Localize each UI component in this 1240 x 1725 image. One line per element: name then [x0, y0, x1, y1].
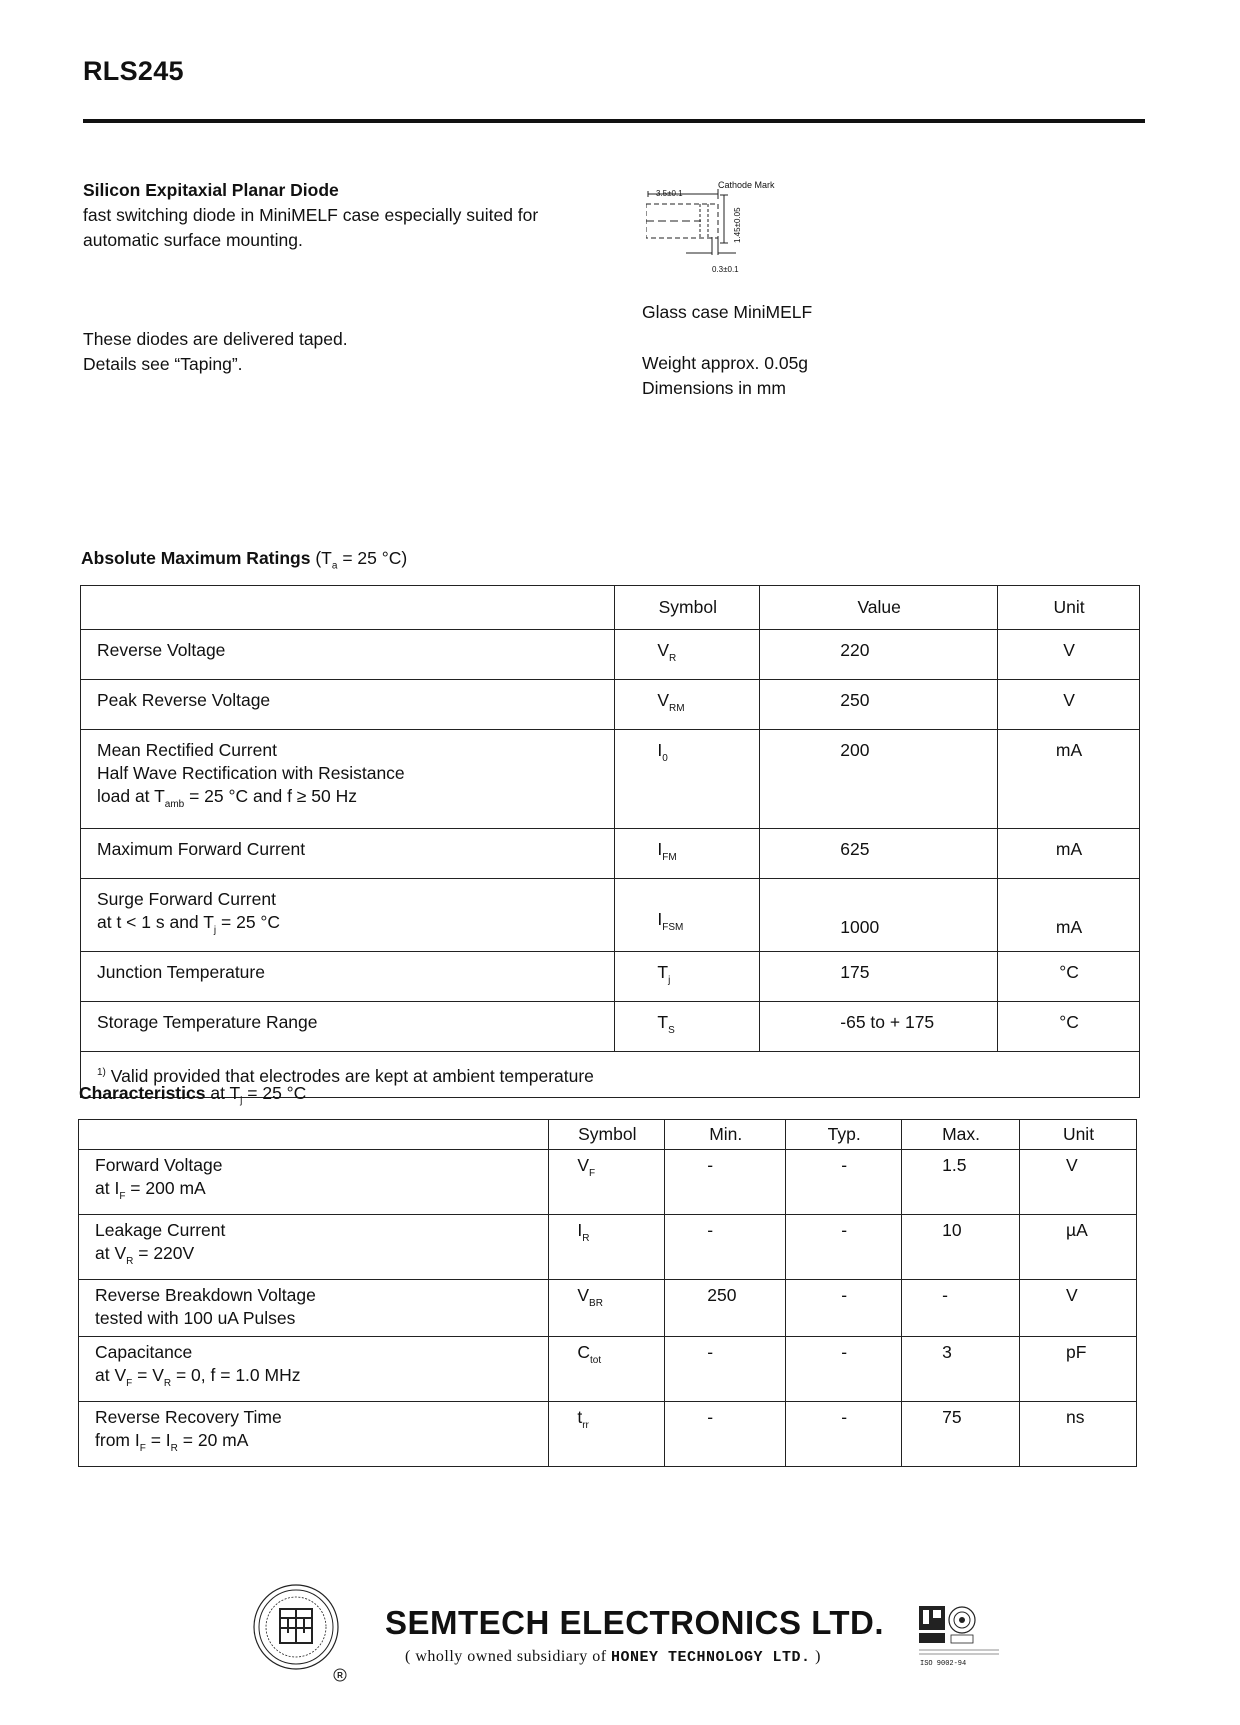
table-row	[79, 1280, 1137, 1337]
min-cell: -	[665, 1402, 786, 1467]
package-dimension-diagram	[646, 177, 796, 277]
param-cell: Leakage Current at $V_R = 220V$	[79, 1215, 549, 1280]
abs-max-cond: ($T_a = 25$ °C)	[315, 548, 408, 572]
part-number-title: RLS245	[83, 56, 184, 86]
delivery-line-2: Details see “Taping”.	[83, 354, 243, 374]
table-header-row	[81, 586, 1140, 630]
diagram-end-label: 0.3±0.1	[712, 265, 739, 274]
header-max: Max.	[902, 1120, 1020, 1150]
unit-cell: V	[998, 630, 1140, 680]
header-param	[81, 586, 615, 630]
footnote-text: Valid provided that electrodes are kept at ambient temperature	[105, 1065, 594, 1086]
table-row	[81, 1002, 1140, 1052]
abs-max-title: Absolute Maximum Ratings	[81, 548, 311, 568]
table-row	[79, 1337, 1137, 1402]
table-row	[81, 680, 1140, 730]
param-cell: Reverse Breakdown Voltage tested with 100 uA Pulses	[79, 1280, 549, 1337]
symbol-cell: $V_{BR}$	[549, 1280, 665, 1337]
param-cell: Peak Reverse Voltage	[81, 680, 615, 730]
unit-cell: µA	[1020, 1215, 1137, 1280]
param-cell: Reverse Voltage	[81, 630, 615, 680]
symbol-cell: $I_{FSM}$	[615, 879, 760, 952]
typ-cell: -	[786, 1402, 902, 1467]
delivery-note	[83, 327, 348, 377]
typ-cell: -	[786, 1337, 902, 1402]
typ-cell: -	[786, 1280, 902, 1337]
header-rule	[83, 119, 1145, 123]
characteristics-title: Characteristics	[79, 1083, 206, 1103]
symbol-cell: $C_{tot}$	[549, 1337, 665, 1402]
symbol-cell: $T_S$	[615, 1002, 760, 1052]
delivery-line-1: These diodes are delivered taped.	[83, 329, 348, 349]
max-cell: 3	[902, 1337, 1020, 1402]
package-weight: Weight approx. 0.05g	[642, 353, 809, 373]
unit-cell: V	[1020, 1280, 1137, 1337]
symbol-cell: $I_0$	[615, 730, 760, 829]
min-cell: -	[665, 1215, 786, 1280]
footnote-mark: 1)	[97, 1067, 106, 1078]
intro-line-2: automatic surface mounting.	[83, 230, 303, 250]
iso-cert-label: ISO 9002-94	[920, 1660, 967, 1668]
symbol-cell: $t_{rr}$	[549, 1402, 665, 1467]
characteristics-table	[78, 1119, 1137, 1467]
min-cell: -	[665, 1150, 786, 1215]
unit-cell: °C	[998, 1002, 1140, 1052]
header-value: Value	[760, 586, 998, 630]
table-row	[81, 630, 1140, 680]
value-cell: 175	[760, 952, 998, 1002]
typ-cell: -	[786, 1150, 902, 1215]
unit-cell: °C	[998, 952, 1140, 1002]
symbol-cell: $V_{RM}$	[615, 680, 760, 730]
package-case: Glass case MiniMELF	[642, 302, 813, 322]
header-unit: Unit	[998, 586, 1140, 630]
max-cell: -	[902, 1280, 1020, 1337]
max-cell: 10	[902, 1215, 1020, 1280]
package-info	[642, 300, 812, 401]
table-row	[79, 1150, 1137, 1215]
diagram-diameter-label: 1.45±0.05	[733, 207, 742, 243]
value-cell: -65 to + 175	[760, 1002, 998, 1052]
header-typ: Typ.	[786, 1120, 902, 1150]
table-row	[79, 1402, 1137, 1467]
unit-cell: mA	[998, 730, 1140, 829]
device-title: Silicon Expitaxial Planar Diode	[83, 180, 339, 200]
value-cell: 200	[760, 730, 998, 829]
parent-company: HONEY TECHNOLOGY LTD.	[611, 1649, 811, 1666]
footer-subsidiary-line: ( wholly owned subsidiary of HONEY TECHNOLOGY LTD. )	[405, 1648, 821, 1666]
param-cell: Maximum Forward Current	[81, 829, 615, 879]
package-dimensions-note: Dimensions in mm	[642, 378, 786, 398]
characteristics-cond: at $T_j = 25$ °C	[205, 1083, 307, 1107]
value-cell: 1000	[760, 879, 998, 952]
characteristics-heading	[79, 1081, 306, 1114]
param-cell: Forward Voltage at $I_F = 200$ mA	[79, 1150, 549, 1215]
intro-block	[83, 178, 623, 253]
unit-cell: mA	[998, 879, 1140, 952]
header-symbol: Symbol	[549, 1120, 665, 1150]
table-row	[79, 1215, 1137, 1280]
header-min: Min.	[665, 1120, 786, 1150]
symbol-cell: $I_{FM}$	[615, 829, 760, 879]
max-cell: 75	[902, 1402, 1020, 1467]
table-row	[81, 829, 1140, 879]
table-row	[81, 730, 1140, 829]
min-cell: 250	[665, 1280, 786, 1337]
symbol-cell: $V_F$	[549, 1150, 665, 1215]
intro-line-1: fast switching diode in MiniMELF case especially suited for	[83, 205, 539, 225]
symbol-cell: $T_j$	[615, 952, 760, 1002]
param-cell: Junction Temperature	[81, 952, 615, 1002]
symbol-cell: $V_R$	[615, 630, 760, 680]
header-unit: Unit	[1020, 1120, 1137, 1150]
max-cell: 1.5	[902, 1150, 1020, 1215]
min-cell: -	[665, 1337, 786, 1402]
diagram-length-label: 3.5±0.1	[656, 189, 683, 198]
unit-cell: V	[998, 680, 1140, 730]
svg-text:R: R	[337, 1671, 343, 1680]
unit-cell: ns	[1020, 1402, 1137, 1467]
footer-company-name: SEMTECH ELECTRONICS LTD.	[385, 1604, 885, 1641]
table-row	[81, 879, 1140, 952]
header-param	[79, 1120, 549, 1150]
param-cell: Storage Temperature Range	[81, 1002, 615, 1052]
unit-cell: pF	[1020, 1337, 1137, 1402]
param-cell: Surge Forward Current at t < 1 s and $T_j = 25$ °C	[81, 879, 615, 952]
table-row	[81, 952, 1140, 1002]
unit-cell: V	[1020, 1150, 1137, 1215]
iso-certification-logos	[917, 1604, 1001, 1674]
typ-cell: -	[786, 1215, 902, 1280]
param-cell: Capacitance at $V_F = V_R = 0$, f = 1.0 MHz	[79, 1337, 549, 1402]
param-cell: Mean Rectified Current Half Wave Rectification with Resistance load at $T_{amb} = 25$ °C and f ≥ 50 Hz	[81, 730, 615, 829]
unit-cell: mA	[998, 829, 1140, 879]
param-cell: Reverse Recovery Time from $I_F = I_R = 20$ mA	[79, 1402, 549, 1467]
value-cell: 625	[760, 829, 998, 879]
semtech-logo-seal	[250, 1583, 350, 1683]
abs-max-table	[80, 585, 1140, 1098]
header-symbol: Symbol	[615, 586, 760, 630]
table-header-row	[79, 1120, 1137, 1150]
abs-max-heading	[81, 546, 407, 579]
value-cell: 250	[760, 680, 998, 730]
symbol-cell: $I_R$	[549, 1215, 665, 1280]
value-cell: 220	[760, 630, 998, 680]
diagram-cathode-label: Cathode Mark	[718, 180, 775, 190]
